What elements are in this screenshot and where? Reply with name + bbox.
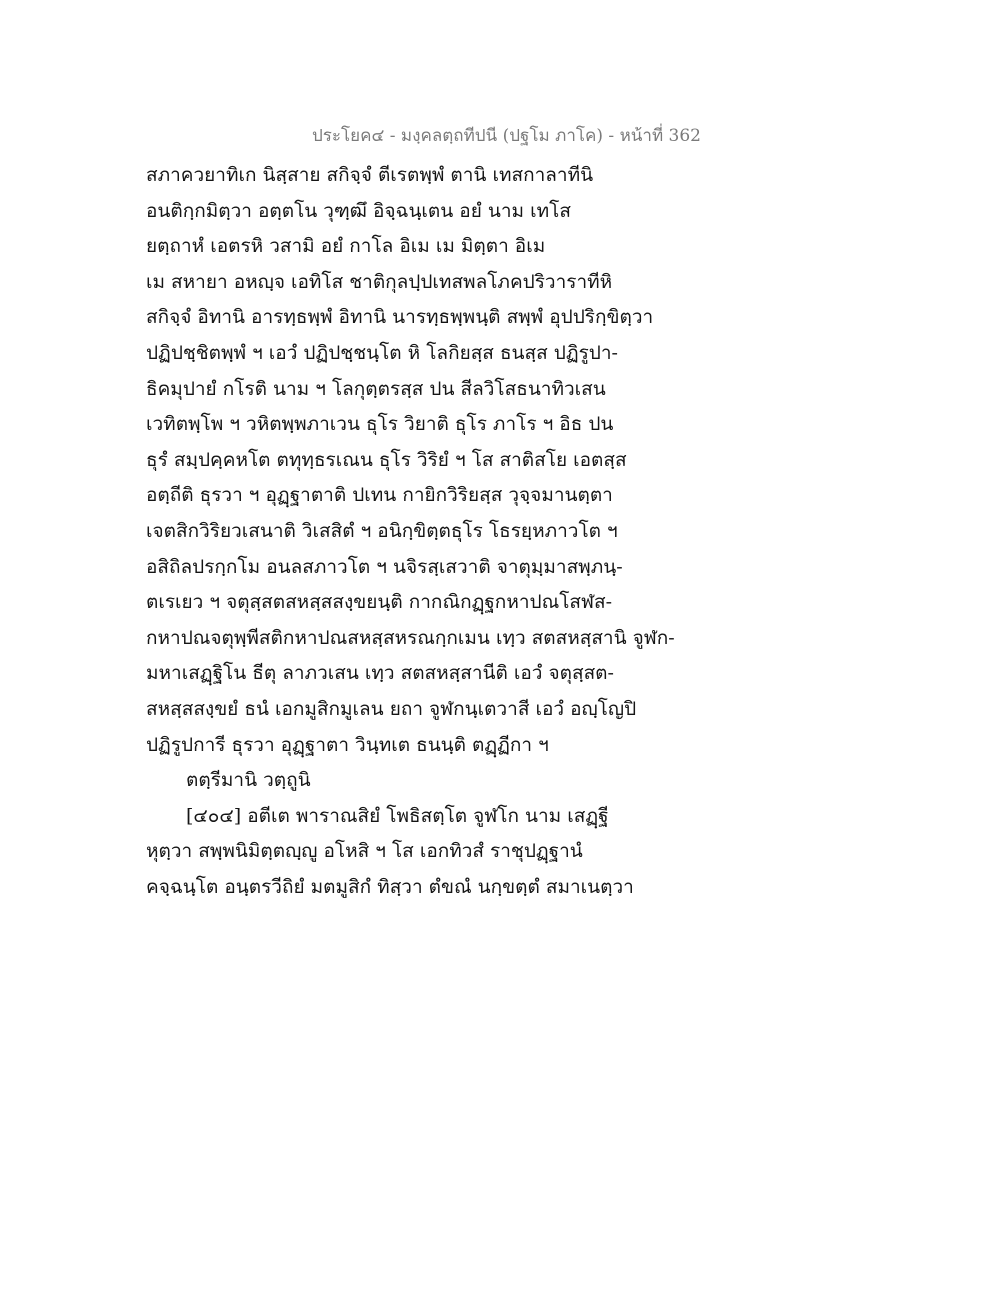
text-line: เวทิตพฺโพ ฯ วหิตพฺพภาเวน ธุโร วิยาติ ธุโร ภาโร ฯ อิธ ปน [146, 413, 614, 436]
text-line: ธุรํ สมฺปคฺคหโต ตทุทฺธรเณน ธุโร วิริยํ ฯ โส สาติสโย เอตสฺส [146, 448, 627, 471]
body-text [146, 158, 746, 905]
running-header: ประโยค๔ - มงฺคลตฺถทีปนี (ปฐโม ภาโค) - หน้าที่ 362 [312, 126, 701, 146]
text-line: สหสฺสสงฺขยํ ธนํ เอกมูสิกมูเลน ยถา จูฬกนฺเตวาสี เอวํ อญฺโญปิ [146, 697, 637, 720]
text-line: สกิจฺจํ อิทานิ อารทฺธพฺพํ อิทานิ นารทฺธพฺพนฺติ สพฺพํ อุปปริกฺขิตฺวา [146, 306, 654, 329]
text-line: สภาควยาทิเก นิสฺสาย สกิจฺจํ ตีเรตพฺพํ ตานิ เทสกาลาทีนิ [146, 164, 594, 186]
text-line: [๔๐๔] อตีเต พาราณสิยํ โพธิสตฺโต จูฬโก นาม เสฏฺฐี [186, 804, 609, 827]
story-title: ตตฺรีมานิ วตฺถูนิ [186, 769, 311, 792]
text-line: กหาปณจตุพฺพีสติกหาปณสหสฺสหรณกฺกเมน เทฺว สตสหสฺสานิ จูฬก- [146, 626, 675, 649]
text-line: มหาเสฏฺฐิโน ธีตุ ลาภวเสน เทฺว สตสหสฺสานีติ เอวํ จตุสฺสต- [146, 662, 614, 685]
text-line: ธิคมุปายํ กโรติ นาม ฯ โลกุตฺตรสฺส ปน สีลวิโสธนาทิวเสน [146, 377, 606, 400]
text-line: อสิถิลปรกฺกโม อนลสภาวโต ฯ นจิรสฺเสวาติ จาตุมฺมาสพฺภนฺ- [146, 555, 623, 578]
text-line: เจตสิกวิริยวเสนาติ วิเสสิตํ ฯ อนิกฺขิตฺตธุโร โธรยฺหภาวโต ฯ [146, 519, 618, 542]
text-line: คจฺฉนฺโต อนฺตรวีถิยํ มตมูสิกํ ทิสฺวา ตํขณํ นกฺขตฺตํ สมาเนตฺวา [146, 875, 634, 898]
text-line: อตฺถีติ ธุรวา ฯ อุฏฺฐาตาติ ปเทน กายิกวิริยสฺส วุจฺจมานตฺตา [146, 484, 613, 507]
text-line: ปฏิรูปการี ธุรวา อุฏฺฐาตา วินฺทเต ธนนฺติ ตฏฺฏีกา ฯ [146, 733, 549, 756]
text-line: หุตฺวา สพฺพนิมิตฺตญฺญู อโหสิ ฯ โส เอกทิวสํ ราชุปฏฺฐานํ [146, 840, 583, 863]
text-line: อนติกฺกมิตฺวา อตฺตโน วุฑฺฒึ อิจฺฉนฺเตน อยํ นาม เทโส [146, 199, 571, 222]
text-line: ตเรเยว ฯ จตุสฺสตสหสฺสสงฺขยนฺติ กากณิกฏฺฐกหาปณโสฬส- [146, 591, 613, 614]
text-line: ปฏิปชฺชิตพฺพํ ฯ เอวํ ปฏิปชฺชนฺโต หิ โลกิยสฺส ธนสฺส ปฏิรูปา- [146, 341, 618, 364]
text-line: เม สหายา อหญฺจ เอทิโส ชาติกุลปฺปเทสพลโภคปริวาราทีหิ [146, 270, 613, 293]
text-line: ยตฺถาหํ เอตรหิ วสามิ อยํ กาโล อิเม เม มิตฺตา อิเม [146, 235, 546, 258]
